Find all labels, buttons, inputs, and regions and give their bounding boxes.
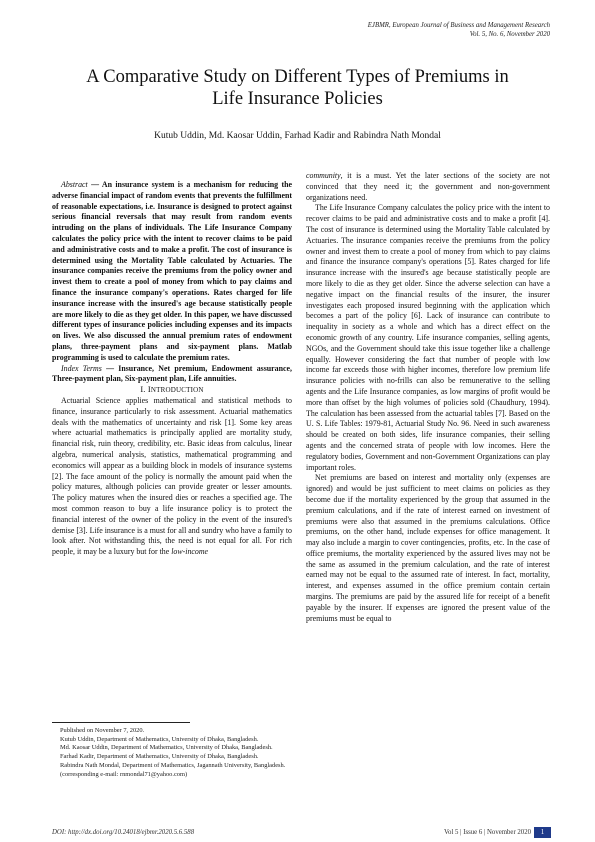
index-terms [52, 364, 292, 386]
footnote-author3: Farhad Kadir, Department of Mathematics, University of Dhaka, Bangladesh. [60, 753, 259, 761]
intro-p1-cont-italic: community [306, 171, 341, 180]
paper-authors: Kutub Uddin, Md. Kaosar Uddin, Farhad Kadir and Rabindra Nath Mondal [154, 131, 441, 141]
footnote-author4: Rabindra Nath Mondal, Department of Mathematics, Jagannath University, Bangladesh. [60, 761, 286, 769]
intro-p1-main: Actuarial Science applies mathematical and statistical methods to finance, insurance particularly to risk assessment. Actuarial mathematics deals with the mathematics of uncertainty and risk [1]. Some key areas where actuarial mathematics is principally applied are mortality study, financial risk, ruin theory, credibility, etc. Basic ideas from calculus, linear algebra, numerical analysis, statistics, mathematical programming and economics will appear as a building block in models of insurance systems [2]. The face amount of the policy is normally the amount paid when the policy matures, although policies can provide greater or lesser amounts. The policy matures when the insured dies or reaches a specified age. The most common reason to buy a life insurance policy is to protect the financial interest of the owner of the policy in the event of the insured's demise [3]. Life insurance is a must for all and sundry who have a family to look after. Not withstanding this, the need is not equal for all. For rich people, it may be a luxury but for the [52, 395, 292, 557]
intro-paragraph-1-continued [306, 171, 550, 203]
journal-volume-issue: Vol. 5, No. 6, November 2020 [469, 31, 550, 38]
right-column [306, 171, 550, 624]
footnote-author1: Kutub Uddin, Department of Mathematics, University of Dhaka, Bangladesh. [60, 735, 259, 743]
section-title-rest: NTRODUCTION [150, 386, 204, 395]
section-first-letter: I [147, 385, 151, 395]
page-number-badge: 1 [534, 827, 551, 838]
footnote-published: Published on November 7, 2020. [60, 727, 145, 734]
footnotes [52, 727, 292, 779]
paper-title [40, 66, 555, 110]
intro-paragraph-1 [52, 396, 292, 558]
section-numeral: I. [140, 385, 146, 395]
intro-paragraph-2: The Life Insurance Company calculates the policy price with the intent to recover claims to be paid and administrative costs and to make a profit [4]. The cost of insurance is determined using the Mortality Table calculated by Actuaries. The insurance companies receive the premiums from the policy owner and invest them to create a pool of money from which to pay claims and finance the insurance company's operations [5]. Rates charged for life insurance increase with the insured's age because statistically people are more likely to die as they get older. Since the adverse selection can have a negative impact on the financial results of the insurer, the insurer investigates each proposed insured beginning with the application which becomes a part of the policy [6]. Lack of insurance can contribute to inequality in society as a whole and which has a direct effect on the economic growth of any country. Life insurance companies, selling agents, NGOs, and the Government should take this issue together like a challenge equally. However considering the fact that number of people with low income far exceeds those with higher incomes, therefore low premium life insurance policies with no-frills can also be remunerative to the selling agents and the Life Insurance companies, as low margins of profit would be more than offset by the high volumes of policies sold (Chaudhury, 1994). The calculation has been assessed from the actuarial tables [7]. Based on the U. S. Life Tables: 1979-81, Actuarial Study No. 96. Need in such awareness should be created on both sides, life insurance companies, their selling agents and the concerned strata of people with low incomes. Here the regulatory bodies, Government and non-Government Organizations can play important roles. [306, 203, 550, 472]
index-terms-dash: — [101, 363, 119, 373]
intro-paragraph-3: Net premiums are based on interest and mortality only (expenses are ignored) and would be just sufficient to meet claims on policies as they become due if the mortality experienced by the group that assumed in the premium calculations, and if the rate of interest earned on investment of premiums were also that assumed in the premiums calculations. Office premiums, on the other hand, include expenses for office management. It may also include a margin to cover contingencies, profits, etc. In the case of office premiums, the mortality experienced by the assured lives may not be the same as assumed in the premium calculation, and the rate of interest earned may not be equal to the assumed rate of interest. In fact, mortality, interest, and expenses assumed in the office premium contain certain margins. The premiums are paid by the assured life for receipt of a benefit payable by the insurer. If expenses are ignored the present value of the premiums must be equal to [306, 473, 550, 623]
intro-p1-italic: low-income [171, 547, 209, 557]
footnote-rule [52, 722, 190, 723]
paper-title-line2: Life Insurance Policies [212, 89, 383, 109]
abstract-text: An insurance system is a mechanism for reducing the adverse financial impact of random events that prevents the fulfillment of reasonable expectations, i.e. Insurance is designed to protect against serious financial reversals that may result from random events intruding on the plans of individuals. The Life Insurance Company calculates the policy price with the intent to recover claims to be paid and administrative costs and to make a profit. The cost of insurance is determined using the Mortality Table calculated by Actuaries. The insurance companies receive the premiums from the policy owner and invest them to create a pool of money from which to pay claims and finance the insurance company's operations. Rates charged for life insurance increase with the insured's age because statistically people are more likely to die as they get older. In this paper, we have discussed different types of insurance policies including expenses and its impacts on lives. We also discussed the annual premium rates of endowment plans, three-payment plans and six-payment plans. Matlab programming is used to calculate the premium rates. [52, 180, 292, 362]
footer-issue: Vol 5 | Issue 6 | November 2020 [444, 829, 531, 836]
section-heading-introduction [52, 385, 292, 396]
left-column [52, 180, 292, 558]
footnote-corresponding: (corresponding e-mail: rnmondal71@yahoo.com) [60, 770, 188, 778]
footnote-author2: Md. Kaosar Uddin, Department of Mathematics, University of Dhaka, Bangladesh. [60, 744, 273, 752]
journal-header [250, 21, 550, 39]
intro-p1-cont: , it is a must. Yet the later sections of the society are not convinced that they need it; the government and non-government organizations need. [306, 171, 550, 202]
index-terms-label: Index Terms [61, 363, 102, 373]
journal-name: EJBMR, European Journal of Business and Management Research [367, 22, 550, 29]
index-terms-text: Insurance, Net premium, Endowment assurance, Three-payment plan, Six-payment plan, Life annuities. [52, 363, 292, 384]
abstract-dash: — [87, 180, 102, 189]
abstract [52, 180, 292, 364]
abstract-label: Abstract [61, 180, 88, 189]
footer-doi[interactable]: DOI: http://dx.doi.org/10.24018/ejbmr.2020.5.6.588 [52, 829, 195, 836]
paper-title-line1: A Comparative Study on Different Types of Premiums in [86, 67, 509, 87]
